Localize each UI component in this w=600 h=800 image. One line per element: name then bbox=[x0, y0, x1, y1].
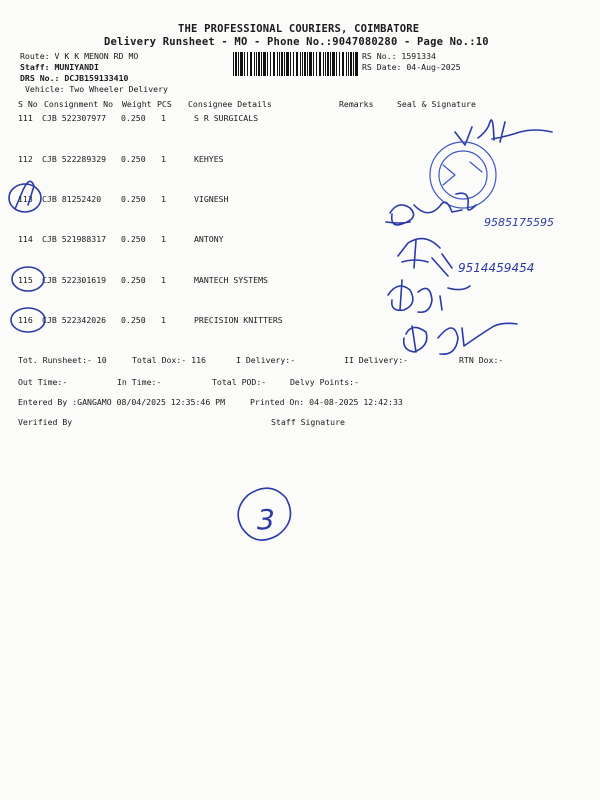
verified-by: Verified By bbox=[18, 417, 73, 427]
printed-on: Printed On: 04-08-2025 12:42:33 bbox=[250, 397, 403, 407]
total-pod: Total POD:- bbox=[212, 377, 267, 387]
entered-by: Entered By :GANGAMO 08/04/2025 12:35:46 PM bbox=[18, 397, 226, 407]
rtn-dox: RTN Dox:- bbox=[459, 355, 504, 365]
rs-date: RS Date: 04-Aug-2025 bbox=[362, 62, 461, 72]
phone-handwritten-2: 9514459454 bbox=[458, 261, 535, 275]
staff-text: Staff: MUNIYANDI bbox=[20, 62, 99, 72]
total-dox: Total Dox:- 116 bbox=[132, 355, 206, 365]
row-sno: 114 bbox=[18, 234, 33, 244]
row-consignment: CJB 522307977 bbox=[42, 113, 107, 123]
row-sno: 112 bbox=[18, 154, 33, 164]
i-delivery: I Delivery:- bbox=[236, 355, 296, 365]
drs-number: DRS No.: DCJB159133410 bbox=[20, 73, 129, 83]
row-weight: 0.250 bbox=[121, 154, 146, 164]
staff-signature-label: Staff Signature bbox=[271, 417, 345, 427]
row-pcs: 1 bbox=[161, 194, 166, 204]
col-header-remarks: Remarks bbox=[339, 99, 374, 109]
signature-row-111 bbox=[455, 120, 552, 145]
row-consignee: KEHYES bbox=[194, 154, 224, 164]
in-time: In Time:- bbox=[117, 377, 162, 387]
row-weight: 0.250 bbox=[121, 315, 146, 325]
delvy-points: Delvy Points:- bbox=[290, 377, 360, 387]
row-consignee: MANTECH SYSTEMS bbox=[194, 275, 268, 285]
row-consignee: ANTONY bbox=[194, 234, 224, 244]
company-stamp-icon bbox=[430, 142, 496, 208]
col-header-sno: S No bbox=[18, 99, 38, 109]
circle-mark-113 bbox=[9, 184, 41, 212]
row-consignment: CJB 522342026 bbox=[42, 315, 107, 325]
tot-runsheet: Tot. Runsheet:- 10 bbox=[18, 355, 107, 365]
row-pcs: 1 bbox=[161, 275, 166, 285]
row-pcs: 1 bbox=[161, 315, 166, 325]
ii-delivery: II Delivery:- bbox=[344, 355, 409, 365]
row-consignment: CJB 522301619 bbox=[42, 275, 107, 285]
row-pcs: 1 bbox=[161, 154, 166, 164]
col-header-pcs: PCS bbox=[157, 99, 172, 109]
company-title: THE PROFESSIONAL COURIERS, COIMBATORE bbox=[178, 23, 420, 35]
vehicle-text: Vehicle: Two Wheeler Delivery bbox=[25, 84, 168, 94]
runsheet-subtitle: Delivery Runsheet - MO - Phone No.:9047080280 - Page No.:10 bbox=[104, 36, 489, 48]
row-sno: 111 bbox=[18, 113, 33, 123]
row-consignment: CJB 81252420 bbox=[42, 194, 102, 204]
row-weight: 0.250 bbox=[121, 234, 146, 244]
row-weight: 0.250 bbox=[121, 275, 146, 285]
row-pcs: 1 bbox=[161, 234, 166, 244]
signature-row-113 bbox=[386, 193, 476, 225]
col-header-signature: Seal & Signature bbox=[397, 99, 476, 109]
col-header-consignment: Consignment No bbox=[44, 99, 114, 109]
row-weight: 0.250 bbox=[121, 113, 146, 123]
row-consignee: PRECISION KNITTERS bbox=[194, 315, 283, 325]
row-consignee: S R SURGICALS bbox=[194, 113, 259, 123]
signature-row-116 bbox=[404, 323, 517, 354]
sheet-mark-number: 3 bbox=[257, 503, 275, 536]
route-text: Route: V K K MENON RD MO bbox=[20, 51, 139, 61]
row-sno: 116 bbox=[18, 315, 33, 325]
row-pcs: 1 bbox=[161, 113, 166, 123]
row-consignment: CJB 522289329 bbox=[42, 154, 107, 164]
col-header-weight: Weight bbox=[122, 99, 152, 109]
row-consignment: CJB 521988317 bbox=[42, 234, 107, 244]
phone-handwritten-1: 9585175595 bbox=[484, 216, 554, 229]
rs-number: RS No.: 1591334 bbox=[362, 51, 436, 61]
row-sno: 115 bbox=[18, 275, 33, 285]
circle-mark-116 bbox=[11, 308, 45, 332]
circle-mark-115 bbox=[12, 267, 44, 291]
signature-row-115 bbox=[388, 280, 470, 312]
col-header-consignee: Consignee Details bbox=[188, 99, 272, 109]
signature-row-114 bbox=[398, 239, 452, 276]
out-time: Out Time:- bbox=[18, 377, 68, 387]
row-sno: 113 bbox=[18, 194, 33, 204]
row-weight: 0.250 bbox=[121, 194, 146, 204]
row-consignee: VIGNESH bbox=[194, 194, 229, 204]
